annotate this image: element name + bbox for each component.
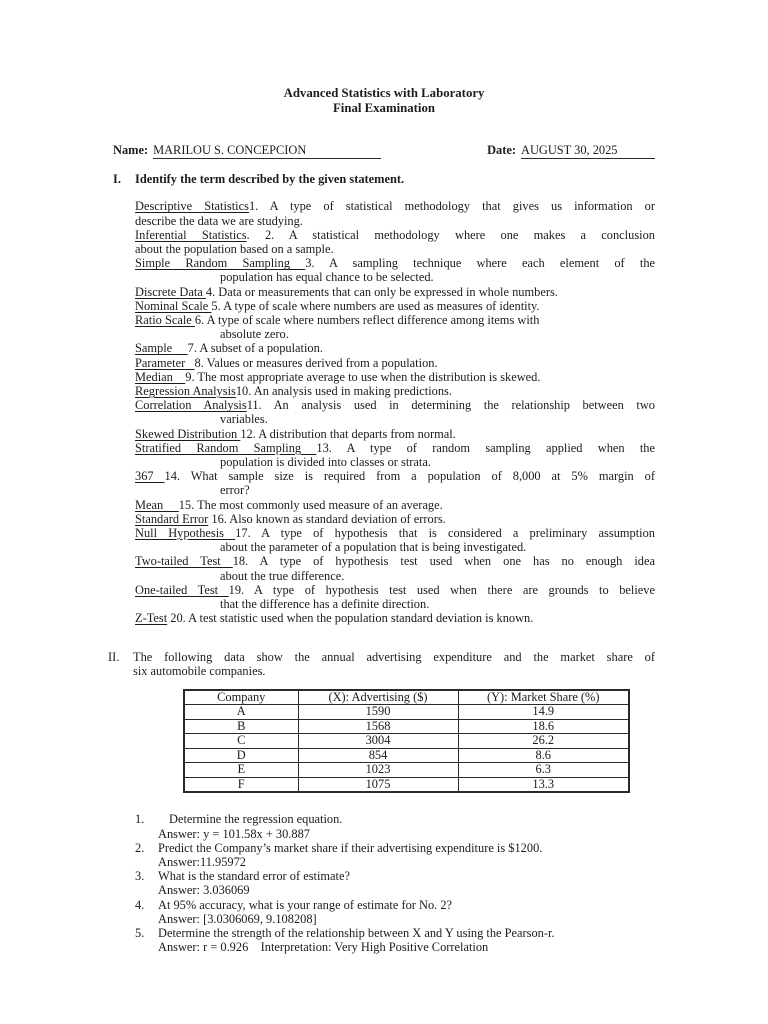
section-2-heading (108, 650, 655, 678)
item-line: Null Hypothesis 17. A type of hypothesis that is considered a preliminary assumption (135, 526, 655, 541)
term-item (135, 384, 655, 398)
name-label: Name: (113, 143, 149, 157)
document-title (0, 0, 768, 116)
item-continuation-line: about the parameter of a population that is being investigated. (220, 540, 527, 555)
answer-line: Answer: r = 0.926 Interpretation: Very High Positive Correlation (158, 940, 489, 955)
term-blank: Discrete Data (135, 284, 206, 299)
answer-line: Answer: 3.036069 (158, 883, 250, 898)
table-cell: 1023 (298, 763, 458, 778)
table-cell: A (184, 705, 298, 720)
question-item (135, 898, 657, 926)
table-cell: 3004 (298, 734, 458, 749)
table-row (184, 705, 629, 720)
table-row (184, 748, 629, 763)
section-2-intro (133, 650, 655, 678)
term-item (135, 398, 655, 426)
term-item (135, 256, 655, 284)
term-blank: One-tailed Test (135, 582, 229, 597)
date-label: Date: (487, 143, 516, 157)
item-line: Nominal Scale 5. A type of scale where numbers are used as measures of identity. (135, 298, 540, 313)
term-blank: Descriptive Statistics (135, 199, 249, 214)
item-line: Median 9. The most appropriate average to use when the distribution is skewed. (135, 369, 541, 384)
item-line: Sample 7. A subset of a population. (135, 341, 323, 356)
item-line: Inferential Statistics. 2. A statistical methodology where one makes a conclusion (135, 227, 655, 242)
item-line: Discrete Data 4. Data or measurements that can only be expressed in whole numbers. (135, 284, 558, 299)
table-row (184, 734, 629, 749)
table-row (184, 719, 629, 734)
item-line: Correlation Analysis11. An analysis used in determining the relationship between two (135, 398, 655, 413)
question-item (135, 869, 657, 897)
answer-line: Answer: [3.0306069, 9.108208] (158, 911, 317, 926)
question-text: Determine the regression equation. (169, 812, 343, 827)
term-item (135, 526, 655, 554)
term-blank: Median (135, 369, 186, 384)
table-cell: 26.2 (458, 734, 629, 749)
table-cell: 13.3 (458, 777, 629, 792)
table-cell: 1075 (298, 777, 458, 792)
table-cell: E (184, 763, 298, 778)
item-line: Two-tailed Test 18. A type of hypothesis test used when one has no enough idea (135, 554, 655, 569)
item-line: Standard Error 16. Also known as standard deviation of errors. (135, 511, 446, 526)
term-blank: Mean (135, 497, 179, 512)
data-table-wrap (183, 689, 768, 794)
item-continuation-line: that the difference has a definite direction. (220, 597, 430, 612)
item-continuation-line: population has equal chance to be selected. (220, 270, 434, 285)
term-item (135, 313, 655, 341)
term-blank: Standard Error (135, 511, 209, 526)
table-cell: D (184, 748, 298, 763)
item-continuation-line: about the true difference. (220, 568, 345, 583)
table-cell: 854 (298, 748, 458, 763)
question-line (135, 926, 657, 940)
item-line: Z-Test 20. A test statistic used when the population standard deviation is known. (135, 611, 534, 626)
item-line: Parameter 8. Values or measures derived from a population. (135, 355, 438, 370)
item-continuation-line: about the population based on a sample. (135, 242, 334, 257)
table-cell: 6.3 (458, 763, 629, 778)
name-value: MARILOU S. CONCEPCION (153, 143, 381, 159)
intro-line: six automobile companies. (133, 663, 266, 678)
item-continuation-line: describe the data we are studying. (135, 213, 303, 228)
term-item (135, 370, 655, 384)
table-row (184, 763, 629, 778)
term-item (135, 285, 655, 299)
item-continuation-line: absolute zero. (220, 327, 289, 342)
section-1-heading (113, 172, 655, 186)
question-item (135, 841, 657, 869)
term-blank: 367 (135, 469, 165, 484)
question-text: Predict the Company’s market share if their advertising expenditure is $1200. (158, 840, 543, 855)
term-blank: Regression Analysis (135, 384, 236, 399)
term-item (135, 228, 655, 256)
term-blank: Correlation Analysis (135, 398, 247, 413)
table-header-cell: Company (184, 690, 298, 705)
table-cell: 18.6 (458, 719, 629, 734)
question-text: Determine the strength of the relationship between X and Y using the Pearson-r. (158, 926, 555, 941)
term-item (135, 583, 655, 611)
term-item (135, 341, 655, 355)
term-blank: Two-tailed Test (135, 554, 233, 569)
term-blank: Z-Test (135, 611, 168, 626)
question-text: What is the standard error of estimate? (158, 869, 350, 884)
item-line: Descriptive Statistics1. A type of statistical methodology that gives us information or (135, 199, 655, 214)
term-item (135, 512, 655, 526)
section-1-numeral: I. (113, 172, 121, 187)
question-number: 2. (135, 840, 145, 855)
term-item (135, 356, 655, 370)
question-line (135, 812, 657, 826)
term-blank: Skewed Distribution (135, 426, 241, 441)
question-line (135, 869, 657, 883)
date-value: AUGUST 30, 2025 (521, 143, 655, 159)
section-1-heading-text: Identify the term described by the given statement. (135, 172, 405, 187)
date-group (487, 143, 655, 159)
term-item (135, 199, 655, 227)
answer-line: Answer:11.95972 (158, 855, 246, 870)
term-item (135, 554, 655, 582)
term-blank: Null Hypothesis (135, 526, 236, 541)
item-continuation-line: population is divided into classes or strata. (220, 455, 431, 470)
term-item (135, 469, 655, 497)
term-blank: Stratified Random Sampling (135, 440, 317, 455)
item-line: Skewed Distribution 12. A distribution that departs from normal. (135, 426, 456, 441)
advertising-table (183, 689, 630, 794)
table-header-cell: (X): Advertising ($) (298, 690, 458, 705)
question-text: At 95% accuracy, what is your range of estimate for No. 2? (158, 897, 453, 912)
table-cell: 8.6 (458, 748, 629, 763)
table-cell: F (184, 777, 298, 792)
question-number: 3. (135, 869, 145, 884)
table-header-row (184, 690, 629, 705)
term-blank: Sample (135, 341, 188, 356)
title-line-2: Final Examination (332, 101, 436, 115)
item-line: Mean 15. The most commonly used measure of an average. (135, 497, 443, 512)
question-number: 1. (135, 812, 145, 827)
item-line: Regression Analysis10. An analysis used in making predictions. (135, 384, 452, 399)
term-item (135, 498, 655, 512)
question-item (135, 812, 657, 840)
term-blank: Inferential Statistics (135, 227, 247, 242)
question-line (135, 898, 657, 912)
term-item (135, 611, 655, 625)
term-item (135, 441, 655, 469)
table-cell: 1568 (298, 719, 458, 734)
term-blank: Parameter (135, 355, 195, 370)
name-date-row (113, 143, 655, 159)
section-2-numeral: II. (108, 649, 120, 664)
item-line: 367 14. What sample size is required from a population of 8,000 at 5% margin of (135, 469, 656, 484)
item-line: Ratio Scale 6. A type of scale where numbers reflect difference among items with (135, 313, 540, 328)
answer-line: Answer: y = 101.58x + 30.887 (158, 826, 310, 841)
table-cell: C (184, 734, 298, 749)
term-item (135, 299, 655, 313)
term-blank: Nominal Scale (135, 298, 212, 313)
term-list (135, 199, 655, 625)
term-blank: Ratio Scale (135, 313, 195, 328)
table-header-cell: (Y): Market Share (%) (458, 690, 629, 705)
question-item (135, 926, 657, 954)
item-line: One-tailed Test 19. A type of hypothesis test used when there are grounds to believe (135, 582, 655, 597)
question-number: 4. (135, 897, 145, 912)
question-list (135, 812, 657, 954)
question-number: 5. (135, 926, 145, 941)
table-cell: 1590 (298, 705, 458, 720)
item-continuation-line: error? (220, 483, 250, 498)
title-line-1: Advanced Statistics with Laboratory (283, 86, 485, 100)
item-line: Stratified Random Sampling 13. A type of random sampling applied when the (135, 440, 655, 455)
question-line (135, 841, 657, 855)
intro-line: The following data show the annual advertising expenditure and the market share of (133, 649, 655, 664)
table-cell: 14.9 (458, 705, 629, 720)
name-group (113, 143, 381, 159)
table-row (184, 777, 629, 792)
term-blank: Simple Random Sampling (135, 256, 306, 271)
item-line: Simple Random Sampling 3. A sampling technique where each element of the (135, 256, 656, 271)
item-continuation-line: variables. (220, 412, 268, 427)
term-item (135, 427, 655, 441)
table-cell: B (184, 719, 298, 734)
